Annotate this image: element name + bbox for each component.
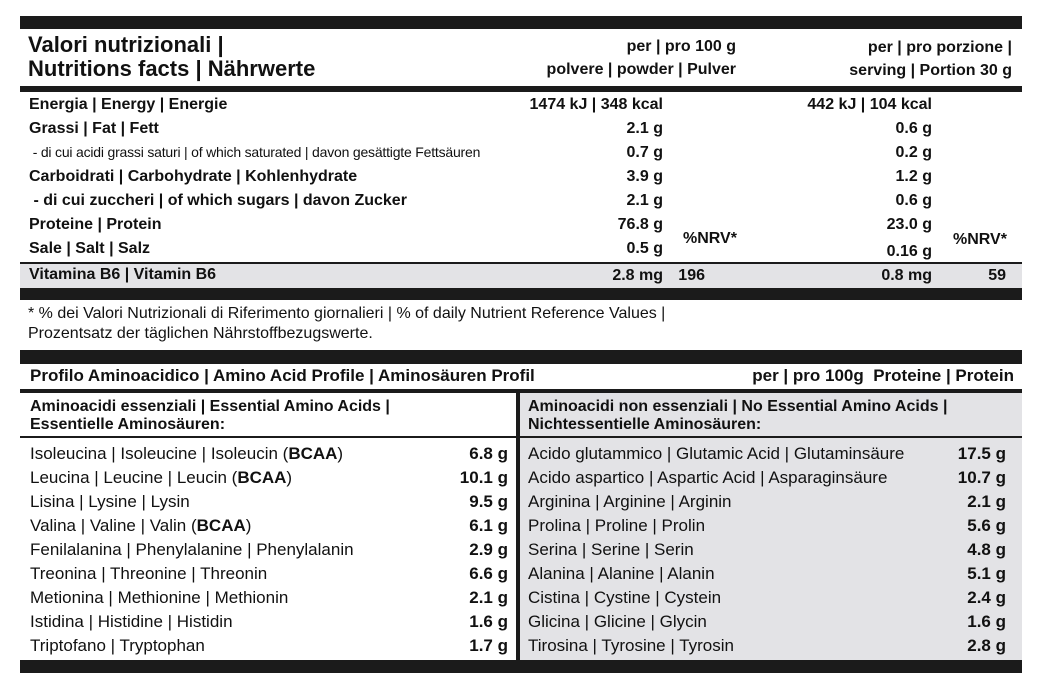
nonessential-amino-name: Cistina | Cystine | Cystein bbox=[528, 588, 722, 607]
essential-amino-label: Fenilalanina | Phenylalanine | Phenylalanin bbox=[30, 540, 354, 559]
bcaa-close-paren: ) bbox=[337, 444, 344, 463]
nutrition-row-portion: 0.16 g bbox=[886, 243, 932, 260]
nrv-label-portion: %NRV* bbox=[953, 231, 1007, 248]
nonessential-amino-name: Tirosina | Tyrosine | Tyrosin bbox=[528, 636, 734, 655]
nutrition-row-label: Energia | Energy | Energie bbox=[29, 96, 228, 113]
nrv-label-100g: %NRV* bbox=[683, 230, 737, 247]
nonessential-amino-name: Alanina | Alanine | Alanin bbox=[528, 564, 715, 583]
essential-amino-label: Isoleucina | Isoleucine | Isoleucin bbox=[30, 444, 278, 463]
nonessential-header-line1: Aminoacidi non essenziali | No Essential Amino Acids | bbox=[528, 398, 948, 415]
nutrition-row-per100: 1474 kJ | 348 kcal bbox=[529, 96, 663, 113]
essential-amino-value: 9.5 g bbox=[469, 492, 508, 511]
essential-amino-label: Metionina | Methionine | Methionin bbox=[30, 588, 289, 607]
amino-title-right: per | pro 100g Proteine | Protein bbox=[752, 366, 1014, 385]
nonessential-amino-name: Glicina | Glicine | Glycin bbox=[528, 612, 707, 631]
nutrition-row-per100: 2.1 g bbox=[626, 120, 663, 137]
nutrition-title-line1: Valori nutrizionali | bbox=[28, 32, 224, 57]
nutrition-top-border bbox=[20, 16, 1022, 29]
essential-amino-label: Treonina | Threonine | Threonin bbox=[30, 564, 268, 583]
bcaa-open-paren: ( bbox=[277, 444, 289, 463]
nutrition-row-portion: 0.2 g bbox=[895, 144, 932, 161]
bcaa-tag: BCAA bbox=[288, 444, 338, 463]
bcaa-tag: BCAA bbox=[237, 468, 287, 487]
nutrition-bottom-border bbox=[20, 288, 1022, 300]
nutrition-row-per100: 76.8 g bbox=[617, 216, 663, 233]
footnote-line1: * % dei Valori Nutrizionali di Riferimento giornalieri | % of daily Nutrient Reference Values | bbox=[28, 305, 666, 322]
essential-amino-value: 2.9 g bbox=[469, 540, 508, 559]
nutrition-row-label: - di cui acidi grassi saturi | of which saturated | davon gesättigte Fettsäuren bbox=[29, 144, 481, 160]
nonessential-amino-value: 2.4 g bbox=[967, 588, 1006, 607]
bcaa-tag: BCAA bbox=[196, 516, 246, 535]
nonessential-amino-value: 4.8 g bbox=[967, 540, 1006, 559]
essential-amino-name bbox=[30, 492, 190, 512]
col-portion-header-line2: serving | Portion 30 g bbox=[849, 62, 1012, 79]
bcaa-open-paren: ( bbox=[226, 468, 238, 487]
nutrition-row-label: - di cui zuccheri | of which sugars | davon Zucker bbox=[29, 192, 407, 209]
nutrition-header-divider bbox=[20, 86, 1022, 92]
vitamin-portion: 0.8 mg bbox=[881, 267, 932, 284]
vitamin-nrv-portion: 59 bbox=[988, 267, 1006, 284]
essential-header-line2: Essentielle Aminosäuren: bbox=[30, 416, 226, 433]
essential-amino-name bbox=[30, 540, 354, 560]
essential-amino-value: 1.6 g bbox=[469, 612, 508, 631]
nutrition-row-portion: 0.6 g bbox=[895, 192, 932, 209]
amino-title: Profilo Aminoacidico | Amino Acid Profile | Aminosäuren Profil bbox=[30, 366, 535, 385]
essential-amino-name bbox=[30, 564, 267, 584]
footnote-line2: Prozentsatz der täglichen Nährstoffbezugswerte. bbox=[28, 325, 373, 342]
essential-amino-label: Lisina | Lysine | Lysin bbox=[30, 492, 190, 511]
essential-amino-name bbox=[30, 444, 343, 464]
nonessential-amino-name: Arginina | Arginine | Arginin bbox=[528, 492, 732, 511]
essential-amino-value: 6.1 g bbox=[469, 516, 508, 535]
nutrition-title-line2: Nutritions facts | Nährwerte bbox=[28, 56, 316, 81]
nutrition-row-label: Sale | Salt | Salz bbox=[29, 240, 151, 257]
nonessential-amino-name: Acido aspartico | Aspartic Acid | Asparaginsäure bbox=[528, 468, 888, 487]
essential-amino-value: 1.7 g bbox=[469, 636, 508, 655]
nutrition-row-label: Proteine | Protein bbox=[29, 216, 162, 233]
essential-header-line1: Aminoacidi essenziali | Essential Amino Acids | bbox=[30, 398, 390, 415]
nonessential-amino-name: Acido glutammico | Glutamic Acid | Glutaminsäure bbox=[528, 444, 905, 463]
nutrition-row-per100: 0.5 g bbox=[626, 240, 663, 257]
essential-amino-label: Leucina | Leucine | Leucin bbox=[30, 468, 227, 487]
essential-amino-name bbox=[30, 612, 233, 632]
bcaa-open-paren: ( bbox=[186, 516, 197, 535]
nonessential-amino-name: Prolina | Proline | Prolin bbox=[528, 516, 706, 535]
amino-header-divider-left bbox=[20, 436, 516, 438]
essential-amino-value: 6.8 g bbox=[469, 444, 508, 463]
col-100g-header-line2: polvere | powder | Pulver bbox=[546, 61, 736, 78]
nutrition-row-portion: 0.6 g bbox=[895, 120, 932, 137]
vitamin-per100: 2.8 mg bbox=[612, 267, 663, 284]
nutrition-row-portion: 23.0 g bbox=[886, 216, 932, 233]
nonessential-amino-value: 10.7 g bbox=[957, 468, 1006, 487]
essential-amino-name bbox=[30, 636, 205, 656]
amino-header-divider-right bbox=[520, 436, 1022, 438]
essential-amino-value: 10.1 g bbox=[459, 468, 508, 487]
nutrition-row-label: Carboidrati | Carbohydrate | Kohlenhydrate bbox=[29, 168, 358, 185]
essential-amino-label: Triptofano | Tryptophan bbox=[30, 636, 205, 655]
col-portion-header-line1: per | pro porzione | bbox=[867, 39, 1012, 56]
amino-bottom-border bbox=[20, 660, 1022, 673]
amino-top-border bbox=[20, 350, 1022, 364]
essential-amino-name bbox=[30, 516, 251, 536]
nonessential-amino-value: 17.5 g bbox=[957, 444, 1006, 463]
nonessential-header-line2: Nichtessentielle Aminosäuren: bbox=[528, 416, 762, 433]
nonessential-amino-value: 2.8 g bbox=[967, 636, 1006, 655]
nonessential-amino-value: 5.6 g bbox=[967, 516, 1006, 535]
nutrition-row-per100: 3.9 g bbox=[626, 168, 663, 185]
essential-amino-name bbox=[30, 588, 288, 608]
nonessential-amino-value: 2.1 g bbox=[967, 492, 1006, 511]
nonessential-amino-value: 5.1 g bbox=[967, 564, 1006, 583]
nutrition-row-per100: 0.7 g bbox=[626, 144, 663, 161]
essential-amino-label: Valina | Valine | Valin bbox=[30, 516, 187, 535]
nonessential-amino-value: 1.6 g bbox=[967, 612, 1006, 631]
amino-column-divider bbox=[516, 393, 520, 663]
essential-amino-label: Istidina | Histidine | Histidin bbox=[30, 612, 233, 631]
bcaa-close-paren: ) bbox=[286, 468, 293, 487]
essential-amino-value: 6.6 g bbox=[469, 564, 508, 583]
nutrition-row-portion: 1.2 g bbox=[895, 168, 932, 185]
vitamin-nrv100: 196 bbox=[678, 267, 705, 284]
nutrition-row-per100: 2.1 g bbox=[626, 192, 663, 209]
nutrition-row-portion: 442 kJ | 104 kcal bbox=[807, 96, 932, 113]
col-100g-header-line1: per | pro 100 g bbox=[626, 38, 736, 55]
essential-amino-name bbox=[30, 468, 292, 488]
bcaa-close-paren: ) bbox=[245, 516, 252, 535]
essential-amino-value: 2.1 g bbox=[469, 588, 508, 607]
nutrition-row-label: Grassi | Fat | Fett bbox=[29, 120, 159, 137]
nonessential-amino-name: Serina | Serine | Serin bbox=[528, 540, 694, 559]
vitamin-label: Vitamina B6 | Vitamin B6 bbox=[29, 266, 217, 283]
